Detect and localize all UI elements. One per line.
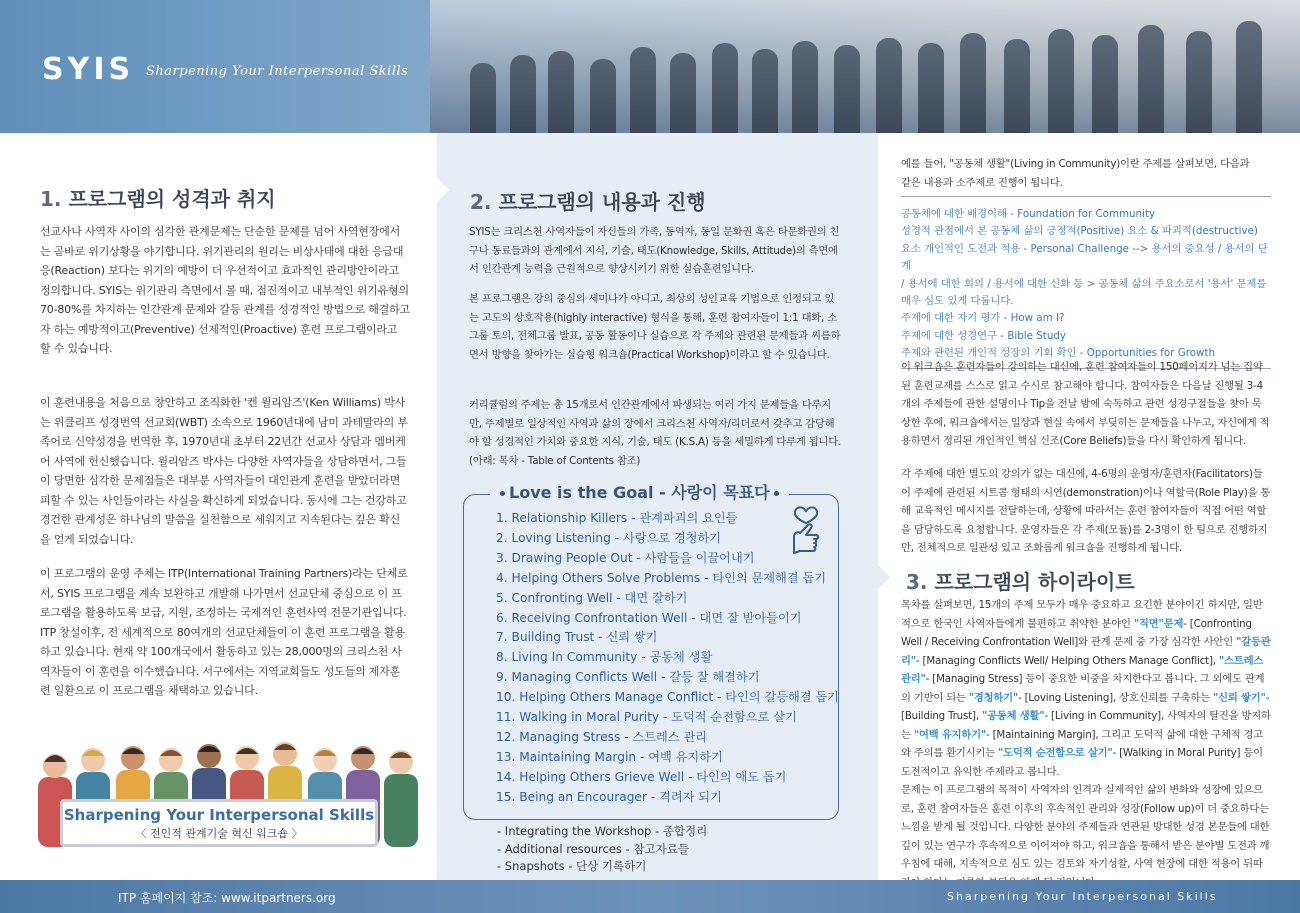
header-banner bbox=[0, 0, 1300, 133]
section2-title: 2. 프로그램의 내용과 진행 bbox=[470, 190, 706, 214]
highlight-text: "공동체 생활" bbox=[981, 710, 1045, 722]
list-item: 11. Walking in Moral Purity - 도덕적 순전함으로 살기 bbox=[496, 710, 797, 725]
right-paragraph: 이 워크숍은 훈련자들이 강의하는 대신에, 훈련 참여자들이 150페이지가 넘는 집약된 훈련교재를 스스로 읽고 수시로 참고해야 합니다. 참여자들은 다음날 진행될 3-4개의 주제들에 관한 설명이나 Tip을 전날 밤에 숙독하고 관련 성경구절들을 찾아 묵상한 후에, 워크숍에서는 일상과 현실 속에서 부딪히는 문제들을 나누고, 자신에게 적용하면서 정리된 개인적인 핵심 신조(Core Beliefs)들을 다시 확인하게 됩니다. bbox=[901, 361, 1270, 447]
highlight-text: "도덕적 순전함으로 살기" bbox=[997, 747, 1113, 759]
subtopic-line: / 용서에 대한 회의 / 용서에 대한 신화 등 > 공동체 삶의 주요소로서 '용서' 문제를 bbox=[901, 277, 1267, 290]
list-item: 13. Maintaining Margin - 여백 유지하기 bbox=[496, 749, 723, 764]
list-item: 12. Managing Stress - 스트레스 관리 bbox=[496, 729, 708, 744]
footer-website[interactable]: ITP 홈페이지 참조: www.itpartners.org bbox=[118, 891, 336, 905]
list-item: 5. Confronting Well - 대면 잘하기 bbox=[496, 590, 688, 605]
list-item: - Integrating the Workshop - 종합정리 bbox=[497, 824, 708, 838]
extras-list bbox=[497, 823, 707, 876]
topics-list bbox=[496, 509, 839, 808]
illustration-banner bbox=[60, 799, 378, 847]
section3-paragraph: 목차를 살펴보면, 15개의 주제 모두가 매우 중요하고 요긴한 분야이긴 하지만, 일반적으로 한국인 사역자들에게 불편하고 취약한 분야인 "직면"문제- [Confronting Well / Receiving Confrontation Well]와 관계 문제 중 가장 심각한 사안인 "갈등관리"- [Managing Conflicts Well/ Helping Others Manage Conflict], "스트레스 관리"- [Managing Stress] 등이 중요한 비중을 차지한다고 봅니다. 그 외에도 관계의 기반이 되는 "경청하기"- [Loving Listening], 상호신뢰를 구축하는 "신뢰 쌓기"- [Building Trust], "공동체 생활"- [Living in Community], 사역자의 탈진을 방지하는 "여백 유지하기"- [Maintaining Margin], 그리고 도덕적 삶에 대한 구체적 경고와 주의를 환기시키는 "도덕적 순전함으로 살기"- [Walking in Moral Purity] 등이 도전적이고 유익한 주제라고 봅니다. 문제는 이 프로그램의 목적이 사역자의 인격과 실제적인 삶의 변화와 성장에 있으므로, 훈련 참여자들은 훈련 이후의 후속적인 관리와 성장(Follow up)이 더 중요하다는 느낌을 받게 될 것입니다. 다양한 분야의 주제들과 연관된 방대한 성경 본문들에 대한 깊이 있는 연구가 후속적으로 이어져야 하고, 워크숍을 통해서 받은 분야별 도전과 깨우침에 대해, 지속적으로 심도 있는 검토와 자기성찰, 사역 현장에 대한 적용이 뒤따 bbox=[901, 599, 1271, 870]
highlight-text: "경청하기" bbox=[968, 691, 1019, 704]
section1-title: 1. 프로그램의 성격과 취지 bbox=[40, 187, 276, 211]
list-item: 8. Living In Community - 공동체 생활 bbox=[496, 650, 713, 665]
list-item: - Additional resources - 참고자료들 bbox=[497, 841, 689, 856]
list-item: 14. Helping Others Grieve Well - 타인의 애도 돕기 bbox=[496, 769, 787, 784]
list-item: 7. Building Trust - 신뢰 쌓기 bbox=[496, 630, 658, 645]
footer-tagline: Sharpening Your Interpersonal Skills bbox=[947, 890, 1218, 903]
list-item: 9. Managing Conflicts Well - 갈등 잘 해결하기 bbox=[496, 670, 760, 685]
section1-paragraph: 선교사나 사역자 사이의 심각한 관계문제는 단순한 문제를 넘어 사역현장에서는 곧바로 위기상황을 야기합니다. 위기관리의 원리는 비상사태에 대한 응급대응(Reaction) 보다는 위기의 예방이 더 우선적이고 효과적인 관리방안이라고 정의합니다. SYIS는 위기관리 측면에서 볼 때, 점진적이고 내부적인 위기유형의 70-80%를 차지하는 인간관계 문제와 갈등 관계를 성경적인 방법으로 해결하고자 하는 예방적이고(Preventive) 선제적인(Proactive) 훈련 프로그램이라고 할 수 있습니다. bbox=[40, 225, 410, 355]
love-goal-title: Love is the Goal - 사랑이 목표다 bbox=[490, 480, 789, 503]
highlight-text: "신뢰 쌓기" bbox=[1213, 691, 1266, 704]
highlight-text: "직면"문제 bbox=[1133, 617, 1184, 630]
list-item: 15. Being an Encourager - 격려자 되기 bbox=[496, 789, 722, 804]
syis-logo: SYIS bbox=[42, 52, 135, 87]
list-item: - Snapshots - 단상 기록하기 bbox=[497, 859, 647, 873]
highlight-text: "갈등관리" bbox=[901, 636, 1271, 667]
highlight-text: "여백 유지하기" bbox=[913, 728, 987, 741]
chevron-right-icon bbox=[437, 178, 449, 202]
subtopic-line: 요소 개인적인 도전과 적용 - Personal Challenge --> 용서의 중요성 / 용서의 단계 bbox=[901, 242, 1268, 273]
list-item: 10. Helping Others Manage Conflict - 타인의 갈등해결 돕기 bbox=[496, 690, 839, 705]
right-paragraph: 각 주제에 대한 별도의 강의가 없는 대신에, 4-6명의 운영자/훈련자(Facilitators)들이 주제에 관련된 시트콤 형태의 시연(demonstration)이나 역할극(Role Play)을 통해 교육적인 메시지를 전달하는데, 상황에 따라서는 훈련 참여자들이 직접 어떤 역할을 담당하도록 요청합니다. 운영자들은 각 주제(모듈)를 2-3명이 한 팀으로 진행하지만, 전체적으로 일관성 있고 조화롭게 워크숍을 진행하게 됩니다. bbox=[901, 468, 1271, 554]
bullet-dot-icon bbox=[774, 491, 779, 496]
section2-paragraph: SYIS는 크리스천 사역자들이 자신들의 가족, 동역자, 동일 문화권 혹은 타문화권의 친구나 동료들과의 관계에서 지식, 기술, 태도(Knowledge, Skills, Attitude)의 측면에서 인간관계 능력을 근원적으로 향상시키기 위한 실습훈련입니다. bbox=[469, 226, 840, 275]
list-item: 3. Drawing People Out - 사람들을 이끌어내기 bbox=[496, 550, 755, 565]
subtopic-line: 주제에 대한 성경연구 - Bible Study bbox=[901, 329, 1066, 342]
group-photo bbox=[430, 0, 1300, 133]
subtopics-box bbox=[901, 196, 1271, 369]
header-tagline: Sharpening Your Interpersonal Skills bbox=[146, 64, 409, 79]
banner-subtitle: 〈 전인적 관계기술 혁신 워크숍 〉 bbox=[135, 827, 303, 840]
subtopic-line: 주제에 대한 자기 평가 - How am I? bbox=[901, 312, 1065, 325]
highlight-text: "스트레스 관리" bbox=[901, 654, 1264, 685]
list-item: 4. Helping Others Solve Problems - 타인의 문제해결 돕기 bbox=[496, 570, 827, 585]
bullet-dot-icon bbox=[500, 491, 505, 496]
section1-paragraph: 이 프로그램의 운영 주체는 ITP(International Training Partners)라는 단체로서, SYIS 프로그램을 계속 보완하고 개발해 나가면서 선교단체 중심으로 이 프로그램을 활용하도록 보급, 지원, 조정하는 국제적인 훈련사역 전문기관입니다. ITP 창설이후, 전 세계적으로 80여개의 선교단체들이 이 훈련 프로그램을 활용하고 있습니다. 현재 약 100개국에서 활동하고 있는 28,000명의 크리스천 사역자들이 이 훈련을 이수했습니다. 서구에서는 지역교회들도 성도들의 제자훈련 일환으로 이 프로그램을 채택하고 있습니다. bbox=[40, 567, 408, 697]
section3-title: 3. 프로그램의 하이라이트 bbox=[906, 570, 1135, 594]
subtopic-line: 매우 심도 있게 다룹니다. bbox=[901, 295, 1014, 308]
chevron-right-icon bbox=[878, 565, 890, 589]
right-intro: 예를 들어, "공동체 생활"(Living in Community)이란 주제를 살펴보면, 다음과 같은 내용과 소주제로 진행이 됩니다. bbox=[901, 158, 1250, 189]
section2-paragraph: 본 프로그램은 강의 중심의 세미나가 아니고, 최상의 성인교육 기법으로 인정되고 있는 고도의 상호작용(highly interactive) 형식을 통해, 훈련 참여자들이 1:1 대화, 소그룹 토의, 전체그룹 발표, 공동 활동이나 실습으로 각 주제와 관련된 문제들과 씨름하면서 방향을 찾아가는 실습형 워크숍(Practical Workshop)이라고 할 수 있습니다. bbox=[469, 293, 841, 361]
list-item: 1. Relationship Killers - 관계파괴의 요인들 bbox=[496, 511, 738, 525]
section2-paragraph: 커리큘럼의 주제는 총 15개로서 인간관계에서 파생되는 여러 가지 문제들을 다루지만, 주제별로 일상적인 사역과 삶의 장에서 크리스천 사역자/리더로서 갖추고 감당해야 할 성경적인 가치와 중요한 지식, 기술, 태도 (K.S.A) 등을 세밀하게 다루게 됩니다. (아래: 목차 - Table of Contents 참조) bbox=[469, 399, 842, 467]
subtopic-line: 공동체에 대한 배경이해 - Foundation for Community bbox=[901, 208, 1156, 220]
list-item: 2. Loving Listening - 사랑으로 경청하기 bbox=[496, 530, 722, 545]
section1-paragraph: 이 훈련내용을 처음으로 창안하고 조직화한 '켄 윌리암즈'(Ken Williams) 박사는 위클리프 성경번역 선교회(WBT) 소속으로 1960년대에 남미 과테말라의 부족어로 신약성경을 번역한 후, 1970년대 초부터 22년간 선교사 상담과 멤버케어 사역에 헌신했습니다. 윌리암즈 박사는 다양한 사역자들을 상담하면서, 그들이 당면한 심각한 문제점들은 대부분 사역자들이 대인관계 훈련을 받았더라면 피할 수 있는 사인들이라는 사실을 확신하게 되었습니다. 동시에 그는 건강하고 경건한 관계성은 하나님의 말씀을 실천함으로 세워지고 지속된다는 깊은 확신을 얻게 되었습니다. bbox=[40, 396, 408, 546]
subtopic-line: 주제와 관련된 개인적 성장의 기회 확인 - Opportunities for Growth bbox=[901, 347, 1216, 360]
banner-title: Sharpening Your Interpersonal Skills bbox=[63, 806, 375, 824]
list-item: 6. Receiving Confrontation Well - 대면 잘 받아들이기 bbox=[496, 610, 802, 625]
subtopic-line: 성경적 관점에서 본 공동체 삶의 긍정적(Positive) 요소 & 파괴적(destructive) bbox=[901, 225, 1258, 238]
